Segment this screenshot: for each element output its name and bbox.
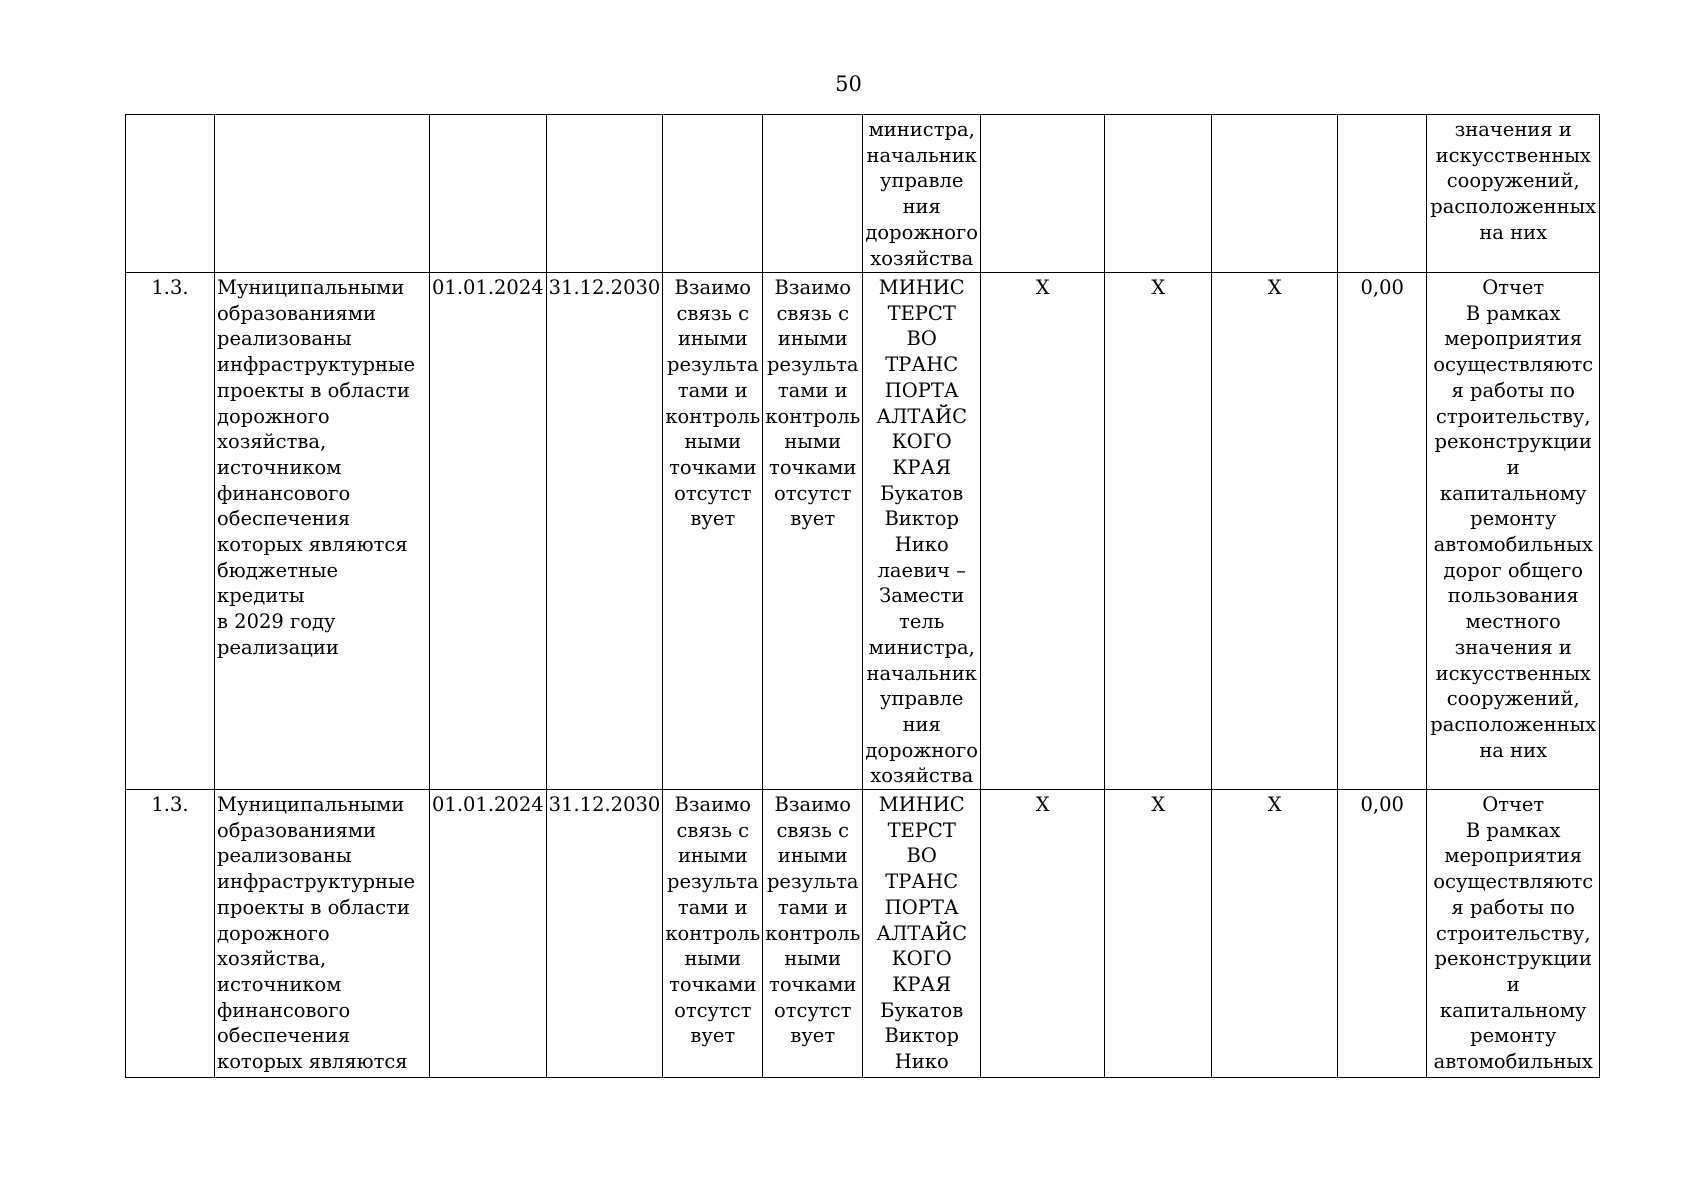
cell-link-results: Взаимо связь с иными результа тами и контроль ными точками отсутст вует [763,273,863,790]
cell-value: 0,00 [1338,273,1427,790]
cell-end-date: 31.12.2030 [546,790,663,1078]
cell-value [1338,115,1427,273]
cell-value: X [981,790,1105,1078]
cell-start-date [430,115,547,273]
cell-report: значения и искусственных сооружений, расположенных на них [1427,115,1600,273]
cell-value: X [1212,790,1338,1078]
cell-report: Отчет В рамках мероприятия осуществляютс я работы по строительству, реконструкции и капитальному ремонту автомобильных дорог общего пользования местного значения и искусственных сооружений, расположенных на них [1427,273,1600,790]
cell-link-results: Взаимо связь с иными результа тами и контроль ными точками отсутст вует [663,790,763,1078]
cell-value: X [1105,790,1212,1078]
table-row [126,790,1600,1078]
cell-end-date [546,115,663,273]
cell-link-results [663,115,763,273]
cell-responsible: министра, начальник управле ния дорожного хозяйства [863,115,981,273]
cell-end-date: 31.12.2030 [546,273,663,790]
table-row [126,273,1600,790]
cell-link-results: Взаимо связь с иными результа тами и контроль ными точками отсутст вует [663,273,763,790]
cell-link-results: Взаимо связь с иными результа тами и контроль ными точками отсутст вует [763,790,863,1078]
cell-number [126,115,215,273]
cell-start-date: 01.01.2024 [430,273,547,790]
cell-value [1212,115,1338,273]
cell-value: X [1105,273,1212,790]
cell-value: X [1212,273,1338,790]
cell-report: Отчет В рамках мероприятия осуществляютс я работы по строительству, реконструкции и капитальному ремонту автомобильных [1427,790,1600,1078]
table-row [126,115,1600,273]
cell-value [981,115,1105,273]
results-table [125,114,1600,1078]
cell-number: 1.3. [126,790,215,1078]
cell-start-date: 01.01.2024 [430,790,547,1078]
cell-value: X [981,273,1105,790]
cell-name: Муниципальными образованиями реализованы инфраструктурные проекты в области дорожного хозяйства, источником финансового обеспечения которых являются бюджетные кредиты в 2029 году реализации [215,273,430,790]
cell-responsible: МИНИС ТЕРСТ ВО ТРАНС ПОРТА АЛТАЙС КОГО КРАЯ Букатов Виктор Нико [863,790,981,1078]
cell-link-results [763,115,863,273]
page-number: 50 [835,72,862,96]
cell-name: Муниципальными образованиями реализованы инфраструктурные проекты в области дорожного хозяйства, источником финансового обеспечения которых являются [215,790,430,1078]
cell-responsible: МИНИС ТЕРСТ ВО ТРАНС ПОРТА АЛТАЙС КОГО КРАЯ Букатов Виктор Нико лаевич – Замести тель министра, начальник управле ния дорожного хозяйства [863,273,981,790]
cell-value [1105,115,1212,273]
cell-value: 0,00 [1338,790,1427,1078]
cell-number: 1.3. [126,273,215,790]
cell-name [215,115,430,273]
